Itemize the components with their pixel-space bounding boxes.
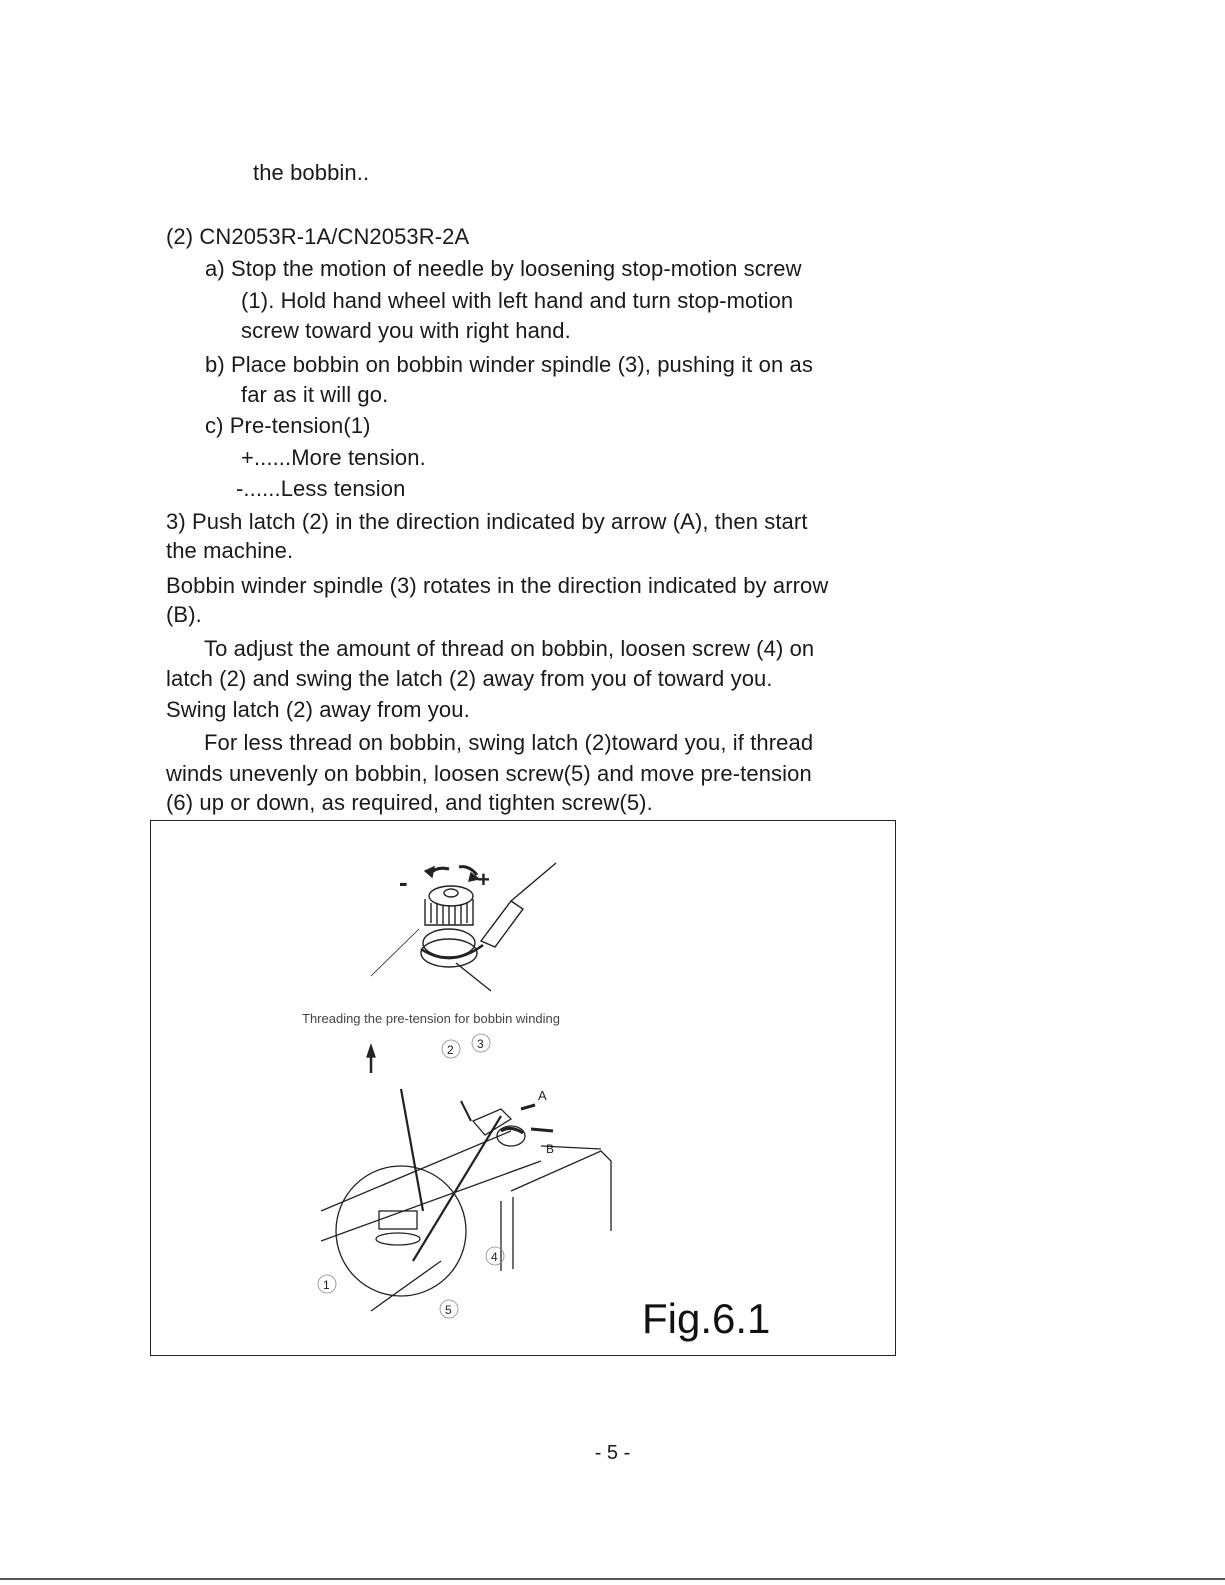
section-heading: (2) CN2053R-1A/CN2053R-2A (166, 224, 470, 249)
text-line: (1). Hold hand wheel with left hand and turn stop-motion (241, 288, 794, 313)
callout-2: 2 (447, 1043, 454, 1057)
page-number: - 5 - (594, 1442, 631, 1464)
text-line: the bobbin.. (253, 160, 370, 185)
text-line: (6) up or down, as required, and tighten screw(5). (166, 790, 653, 815)
text-line: -......Less tension (236, 476, 406, 501)
figure-label: Fig.6.1 (642, 1295, 771, 1342)
plus-sign: + (477, 867, 490, 892)
text-line: winds unevenly on bobbin, loosen screw(5) and move pre-tension (166, 761, 812, 786)
callout-A: A (538, 1088, 547, 1103)
text-line: b) Place bobbin on bobbin winder spindle (3), pushing it on as (205, 352, 813, 377)
up-arrow-icon (367, 1045, 375, 1057)
bottom-border (0, 1578, 1225, 1580)
text-line: the machine. (166, 538, 294, 563)
callout-1: 1 (323, 1278, 330, 1292)
minus-sign: - (399, 867, 408, 897)
text-line: Swing latch (2) away from you. (166, 697, 470, 722)
text-line: To adjust the amount of thread on bobbin, loosen screw (4) on (204, 636, 815, 661)
text-line: 3) Push latch (2) in the direction indicated by arrow (A), then start (166, 509, 808, 534)
text-line: latch (2) and swing the latch (2) away from you of toward you. (166, 666, 773, 691)
figure-illustration (151, 821, 894, 1354)
text-line: screw toward you with right hand. (241, 318, 571, 343)
callout-B: B (546, 1142, 555, 1156)
callout-5: 5 (445, 1303, 452, 1317)
text-line: c) Pre-tension(1) (205, 413, 371, 438)
text-line: far as it will go. (241, 382, 389, 407)
figure-box (150, 820, 896, 1356)
text-line: For less thread on bobbin, swing latch (2)toward you, if thread (204, 730, 814, 755)
callout-3: 3 (477, 1037, 484, 1051)
text-line: Bobbin winder spindle (3) rotates in the direction indicated by arrow (166, 573, 829, 598)
text-line: +......More tension. (241, 445, 426, 470)
text-line: (B). (166, 602, 202, 627)
callout-4: 4 (491, 1250, 498, 1264)
text-line: a) Stop the motion of needle by loosening stop-motion screw (205, 256, 802, 281)
rotate-left-arrow-icon (425, 867, 434, 877)
callouts (302, 867, 770, 1342)
figure-caption: Threading the pre-tension for bobbin winding (302, 1011, 561, 1026)
latch-detail-drawing (321, 1045, 611, 1311)
